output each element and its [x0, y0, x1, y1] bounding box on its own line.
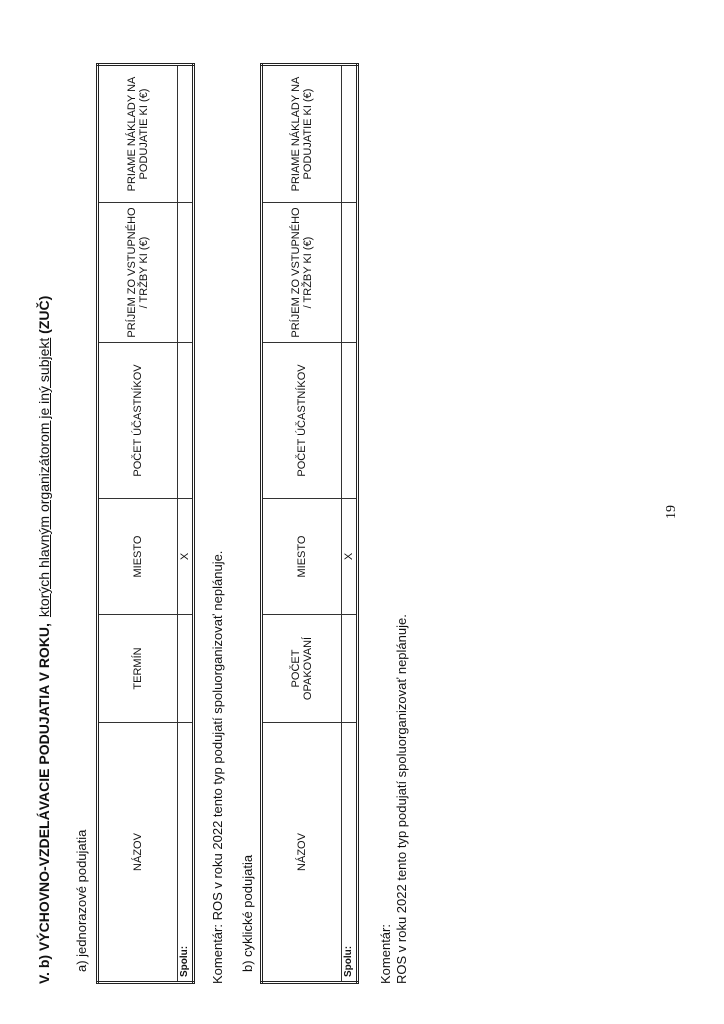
table-header-row: [262, 65, 342, 983]
total-prijem: [342, 203, 358, 343]
comment-b-label: Komentár:: [378, 924, 393, 984]
col-nazov: NÁZOV: [98, 723, 178, 983]
heading-underlined: ktorých hlavným organizátorom je iný subjekt: [36, 337, 52, 618]
col-prijem: PRÍJEM ZO VSTUPNÉHO / TRŽBY KI (€): [262, 203, 342, 343]
col-pocet-opakovani: POČET OPAKOVANÍ: [262, 615, 342, 723]
total-pocet: [342, 343, 358, 499]
table-cyclic-events: [260, 63, 359, 984]
col-pocet-ucastnikov: POČET ÚČASTNÍKOV: [98, 343, 178, 499]
col-miesto: MIESTO: [262, 499, 342, 615]
col-miesto: MIESTO: [98, 499, 178, 615]
comment-b: ROS v roku 2022 tento typ podujatí spoluorganizovať neplánuje.: [394, 614, 409, 984]
comment-a: Komentár: ROS v roku 2022 tento typ podujatí spoluorganizovať neplánuje.: [210, 550, 225, 984]
table-one-time-events: [96, 63, 195, 984]
total-miesto: X: [342, 499, 358, 615]
total-label: Spolu:: [342, 723, 358, 983]
total-label: Spolu:: [178, 723, 194, 983]
total-miesto: X: [178, 499, 194, 615]
table-header-row: [98, 65, 178, 983]
table-total-row: [342, 65, 358, 983]
col-nazov: NÁZOV: [262, 723, 342, 983]
heading-tail: (ZUČ): [36, 295, 52, 334]
table-total-row: [178, 65, 194, 983]
page-number: 19: [664, 505, 679, 519]
col-naklady: PRIAME NÁKLADY NA PODUJATIE KI (€): [98, 65, 178, 203]
col-naklady: PRIAME NÁKLADY NA PODUJATIE KI (€): [262, 65, 342, 203]
total-opakovani: [342, 615, 358, 723]
total-pocet: [178, 343, 194, 499]
total-naklady: [342, 65, 358, 203]
subsection-b-label: b) cyklické podujatia: [240, 854, 255, 972]
col-termin: TERMÍN: [98, 615, 178, 723]
subsection-a-label: a) jednorazové podujatia: [74, 829, 89, 972]
col-prijem: PRÍJEM ZO VSTUPNÉHO / TRŽBY KI (€): [98, 203, 178, 343]
total-naklady: [178, 65, 194, 203]
total-termin: [178, 615, 194, 723]
col-pocet-ucastnikov: POČET ÚČASTNÍKOV: [262, 343, 342, 499]
total-prijem: [178, 203, 194, 343]
section-heading: V. b) VÝCHOVNO-VZDELÁVACIE PODUJATIA V ROKU,ktorých hlavným organizátorom je iný subjekt (ZUČ): [36, 295, 52, 984]
